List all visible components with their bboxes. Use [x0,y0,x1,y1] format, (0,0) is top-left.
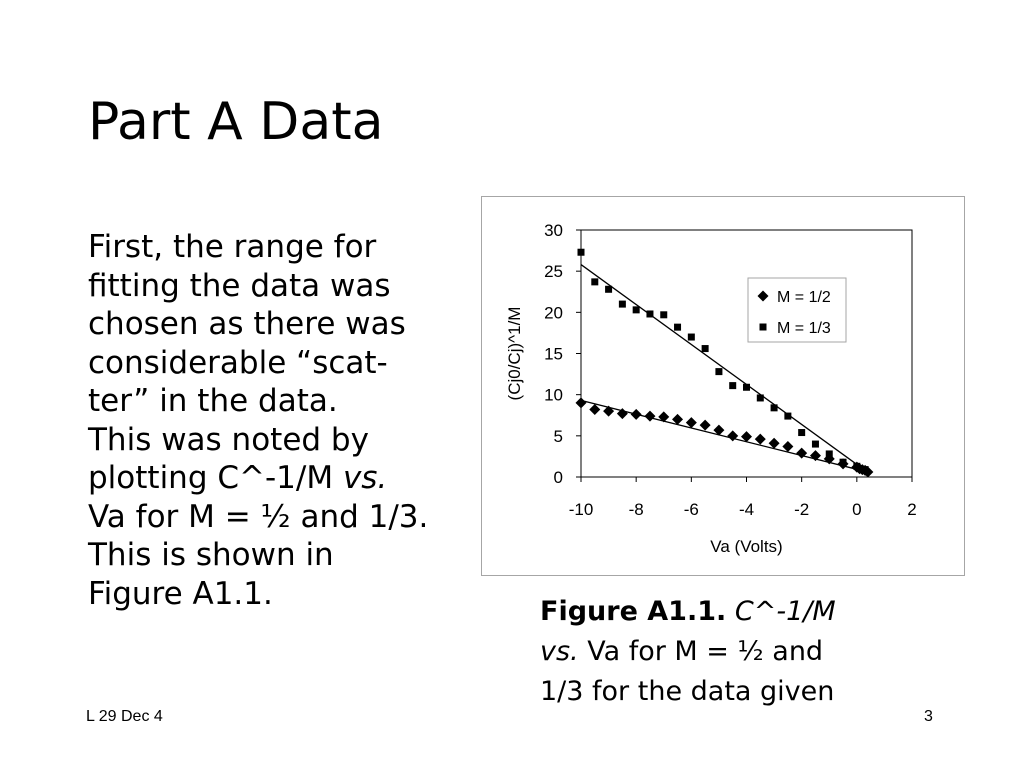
data-point-series-2 [826,450,833,457]
legend-label: M = 1/2 [777,289,831,306]
y-tick-label: 25 [544,262,563,282]
footer-date: L 29 Dec 4 [86,708,163,725]
body-line: ter” in the data. [88,383,338,419]
caption-formula: C^-1/M [734,596,836,627]
data-point-series-2 [715,368,722,375]
data-point-series-2 [660,311,667,318]
data-point-series-2 [862,466,869,473]
data-point-series-2 [840,459,847,466]
caption-text: Va for M = ½ and [578,636,824,667]
data-point-series-1 [782,441,793,452]
x-tick-label: -6 [683,500,699,519]
caption-line [540,632,940,672]
body-text [88,228,488,613]
data-point-series-2 [798,429,805,436]
data-point-series-1 [576,397,587,408]
x-tick-label: -2 [794,500,810,519]
y-axis-label: (Cj0/Cj)^1/M [505,306,524,401]
data-point-series-2 [784,413,791,420]
legend-marker [760,324,767,331]
caption-line [540,592,940,632]
y-tick-label: 30 [544,221,563,240]
figure-caption [540,592,940,712]
body-line: Figure A1.1. [88,575,273,612]
body-line: Va for M = ½ and 1/3. [88,498,429,535]
body-line: considerable “scat- [88,344,388,381]
legend-label: M = 1/3 [777,320,831,337]
x-tick-label: 2 [907,500,917,519]
page-number: 3 [924,708,933,725]
data-point-series-2 [757,394,764,401]
data-point-series-2 [633,306,640,313]
body-line: fitting the data was [88,267,391,304]
y-tick-label: 15 [544,344,563,364]
data-point-series-2 [688,334,695,341]
y-tick-label: 20 [544,303,563,323]
chart-frame [481,196,965,576]
body-line: This is shown in [88,537,334,573]
data-point-series-2 [743,384,750,391]
scatter-chart [482,197,966,577]
x-tick-label: -8 [628,500,644,519]
data-point-series-1 [755,434,766,445]
data-point-series-2 [605,286,612,293]
body-line-part: plotting C^-1/M [88,460,343,496]
x-tick-label: -10 [568,500,594,519]
data-point-series-2 [702,345,709,352]
body-line: chosen as there was [88,306,406,342]
x-tick-label: -4 [738,500,755,519]
y-tick-label: 10 [544,385,563,405]
body-line: This was noted by [88,421,369,458]
body-line: First, the range for [88,229,377,265]
data-point-series-1 [603,406,614,417]
slide-title: Part A Data [88,92,384,152]
x-axis-label: Va (Volts) [710,537,783,556]
data-point-series-2 [729,382,736,389]
caption-line: 1/3 for the data given [540,676,835,707]
body-line-emphasis: vs. [342,460,388,496]
caption-label: Figure A1.1. [540,596,727,627]
data-point-series-2 [812,441,819,448]
data-point-series-2 [646,310,653,317]
data-point-series-2 [578,249,585,256]
y-tick-label: 0 [553,468,563,487]
data-point-series-2 [771,404,778,411]
y-tick-label: 5 [553,426,563,446]
data-point-series-1 [700,420,711,431]
data-point-series-2 [619,301,626,308]
body-line [88,459,488,498]
data-point-series-1 [644,411,655,422]
x-tick-label: 0 [852,500,862,519]
data-point-series-2 [674,324,681,331]
data-point-series-2 [591,278,598,285]
data-point-series-1 [589,404,600,415]
caption-emphasis: vs. [540,636,579,667]
data-point-series-1 [631,409,642,420]
data-point-series-2 [853,463,860,470]
